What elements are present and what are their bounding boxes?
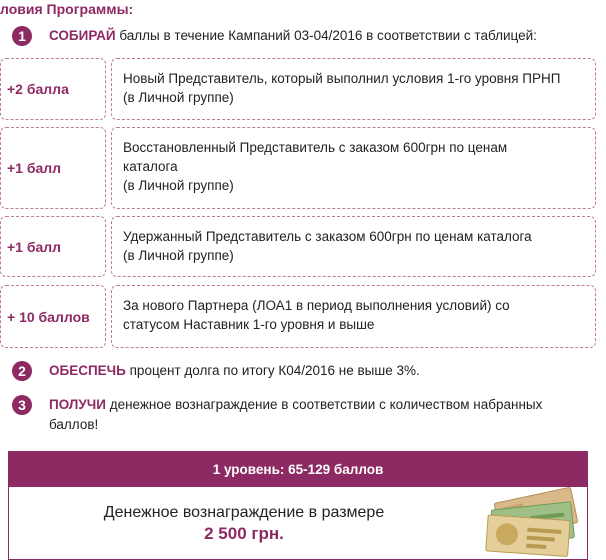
condition-text	[112, 59, 595, 107]
step-keyword: ПОЛУЧИ	[49, 397, 106, 412]
condition-line: (в Личной группе)	[123, 178, 234, 193]
condition-cell	[111, 58, 596, 120]
points-cell	[0, 285, 106, 348]
step-number-badge: 3	[12, 395, 32, 415]
condition-cell	[111, 127, 596, 209]
step-text	[49, 395, 582, 435]
condition-line: Восстановленный Представитель с заказом 600грн по ценам	[123, 140, 508, 155]
condition-line: каталога	[123, 159, 178, 174]
step-3	[12, 395, 582, 435]
condition-text	[112, 286, 595, 334]
level-header: 1 уровень: 65-129 баллов	[9, 452, 587, 487]
reward-banner	[8, 451, 588, 560]
condition-line: (в Личной группе)	[123, 248, 234, 263]
step-number-badge: 2	[12, 361, 32, 381]
points-cell	[0, 58, 106, 120]
points-label: +1 балл	[7, 238, 62, 255]
step-description: баллы в течение Кампаний 03-04/2016 в соответствии с таблицей:	[119, 28, 537, 43]
reward-text	[49, 504, 439, 544]
reward-caption: Денежное вознаграждение в размере	[103, 504, 385, 521]
step-keyword: СОБИРАЙ	[49, 28, 116, 43]
points-label: + 10 баллов	[7, 308, 90, 325]
condition-cell	[111, 216, 596, 277]
condition-line: статусом Наставник 1-го уровня и выше	[123, 317, 375, 332]
money-icon	[477, 486, 587, 560]
condition-cell	[111, 285, 596, 348]
step-keyword: ОБЕСПЕЧЬ	[49, 363, 126, 378]
condition-line: (в Личной группе)	[123, 90, 234, 105]
reward-amount: 2 500 грн.	[204, 524, 284, 543]
step-description: процент долга по итогу К04/2016 не выше 3%.	[129, 363, 420, 378]
step-number-badge: 1	[12, 26, 32, 46]
step-text	[49, 361, 420, 381]
condition-text	[112, 128, 595, 195]
points-cell	[0, 127, 106, 209]
condition-line: Новый Представитель, который выполнил условия 1-го уровня ПРНП	[123, 71, 561, 86]
program-title: ловия Программы:	[0, 1, 134, 17]
condition-text	[112, 217, 595, 265]
condition-line: За нового Партнера (ЛОА1 в период выполнения условий) со	[123, 298, 510, 313]
points-label: +1 балл	[7, 160, 62, 176]
condition-line: Удержанный Представитель с заказом 600грн по ценам каталога	[123, 229, 532, 244]
step-description: денежное вознаграждение в соответствии с количеством набранных баллов!	[49, 397, 543, 432]
points-cell	[0, 216, 106, 277]
step-2	[12, 361, 420, 381]
step-text	[49, 26, 537, 46]
step-1	[12, 26, 537, 46]
points-label: +2 балла	[7, 81, 69, 97]
